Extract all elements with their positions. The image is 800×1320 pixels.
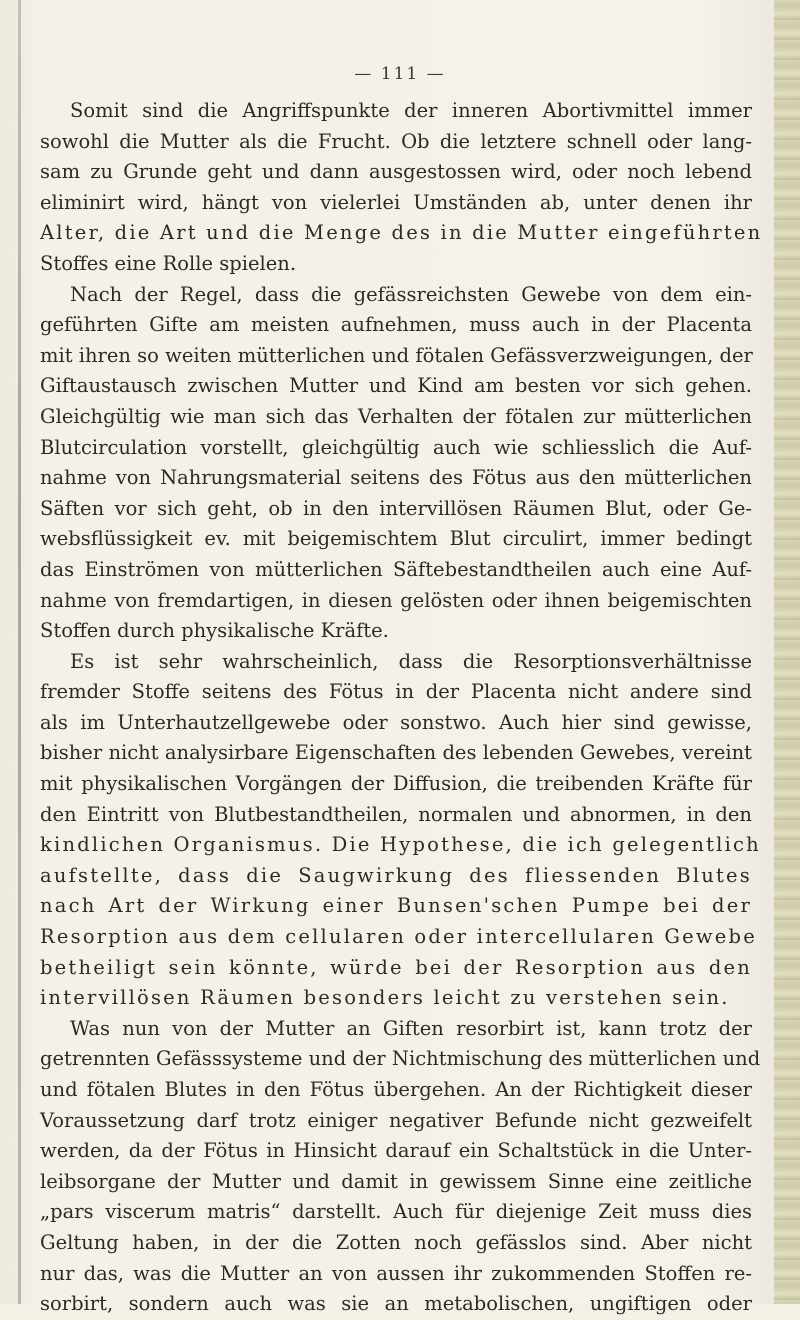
text-line: Nach der Regel, dass die gefässreichsten Gewebe von dem ein- (70, 282, 752, 306)
text-line: Was nun von der Mutter an Giften resorbirt ist, kann trotz der (70, 1016, 752, 1040)
text-line: Stoffen durch physikalische Kräfte. (40, 619, 389, 643)
text-line: Blutcirculation vorstellt, gleichgültig auch wie schliesslich die Auf- (40, 435, 752, 459)
text-line: Somit sind die Angriffspunkte der inneren Abortivmittel immer (70, 99, 752, 122)
text-line: den Eintritt von Blutbestandtheilen, normalen und abnormen, in den (40, 802, 752, 826)
text-line: eliminirt wird, hängt von vielerlei Umständen ab, unter denen ihr (40, 190, 752, 214)
text-line: nach Art der Wirkung einer Bunsen'schen Pumpe bei der (40, 894, 752, 918)
text-line: Stoffes eine Rolle spielen. (40, 251, 297, 275)
text-line: sam zu Grunde geht und dann ausgestossen wird, oder noch lebend (40, 160, 752, 184)
text-line: sorbirt, sondern auch was sie an metabolischen, ungiftigen oder (40, 1292, 752, 1316)
text-line: und fötalen Blutes in den Fötus übergehen. An der Richtigkeit dieser (40, 1078, 752, 1101)
page-number: — 111 — (354, 64, 446, 84)
text-line: Geltung haben, in der die Zotten noch gefässlos sind. Aber nicht (40, 1230, 752, 1254)
text-line: nahme von fremdartigen, in diesen gelösten oder ihnen beigemischten (40, 588, 752, 612)
text-line: „pars viscerum matris“ darstellt. Auch für diejenige Zeit muss dies (40, 1200, 752, 1224)
text-line: betheiligt sein könnte, würde bei der Resorption aus den (40, 955, 752, 979)
text-line: websflüssigkeit ev. mit beigemischtem Blut circulirt, immer bedingt (40, 527, 752, 551)
text-line: Alter, die Art und die Menge des in die Mutter eingeführten (40, 221, 763, 245)
text-line: Es ist sehr wahrscheinlich, dass die Resorptionsverhältnisse (70, 649, 752, 673)
text-line: nur das, was die Mutter an von aussen ihr zukommenden Stoffen re- (40, 1261, 752, 1285)
text-line: das Einströmen von mütterlichen Säftebestandtheilen auch eine Auf- (40, 557, 752, 581)
text-line: werden, da der Fötus in Hinsicht darauf ein Schaltstück in die Unter- (40, 1139, 752, 1163)
text-line: intervillösen Räumen besonders leicht zu verstehen sein. (40, 986, 730, 1010)
text-line: mit physikalischen Vorgängen der Diffusion, die treibenden Kräfte für (40, 772, 752, 796)
binding-shadow (18, 0, 21, 1304)
text-line: Gleichgültig wie man sich das Verhalten der fötalen zur mütterlichen (40, 404, 752, 428)
body-text (40, 96, 763, 1320)
text-line: aufstellte, dass die Saugwirkung des fliessenden Blutes (40, 863, 752, 887)
text-line: fremder Stoffe seitens des Fötus in der Placenta nicht andere sind (40, 680, 752, 704)
text-line: als im Unterhautzellgewebe oder sonstwo. Auch hier sind gewisse, (40, 710, 752, 734)
text-line: nahme von Nahrungsmaterial seitens des Fötus aus den mütterlichen (40, 466, 752, 490)
text-line: Resorption aus dem cellularen oder intercellularen Gewebe (40, 925, 757, 949)
text-line: bisher nicht analysirbare Eigenschaften des lebenden Gewebes, vereint (40, 741, 752, 765)
text-line: Voraussetzung darf trotz einiger negativer Befunde nicht gezweifelt (40, 1108, 752, 1132)
text-line: Giftaustausch zwischen Mutter und Kind am besten vor sich gehen. (40, 374, 752, 398)
text-line: mit ihren so weiten mütterlichen und fötalen Gefässverzweigungen, der (40, 343, 753, 367)
text-line: geführten Gifte am meisten aufnehmen, muss auch in der Placenta (40, 313, 752, 337)
text-line: Säften vor sich geht, ob in den intervillösen Räumen Blut, oder Ge- (40, 496, 752, 520)
text-line: sowohl die Mutter als die Frucht. Ob die letztere schnell oder lang- (40, 129, 752, 153)
text-line: getrennten Gefässsysteme und der Nichtmischung des mütterlichen und (40, 1047, 761, 1071)
text-line: kindlichen Organismus. Die Hypothese, die ich gelegentlich (40, 833, 761, 857)
text-line: leibsorgane der Mutter und damit in gewissem Sinne eine zeitliche (40, 1169, 752, 1193)
page-edge-strip (774, 0, 800, 1304)
